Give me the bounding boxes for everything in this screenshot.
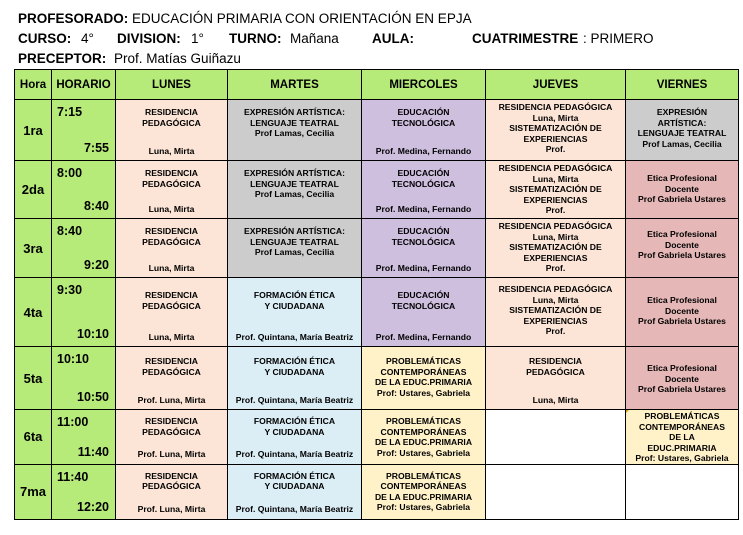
- class-cell-jueves: [486, 100, 626, 161]
- teacher-name: Prof. Quintana, María Beatriz: [235, 394, 354, 405]
- teacher-name: Luna, Mirta: [532, 112, 579, 123]
- end-time: 12:20: [77, 499, 109, 514]
- class-cell-lunes: [116, 410, 228, 465]
- teacher-name: Prof Lamas, Cecilia: [254, 247, 335, 257]
- subject-line: EXPRESIÓN ARTÍSTICA:: [244, 226, 345, 236]
- table-row: [15, 410, 739, 465]
- class-cell-viernes: [626, 410, 739, 465]
- start-time: 11:40: [57, 469, 89, 484]
- subject-line: Y CIUDADANA: [264, 366, 325, 377]
- subject-line: SISTEMATIZACIÓN DE: [509, 184, 602, 194]
- subject-line: FORMACIÓN ÉTICA: [253, 290, 336, 300]
- class-cell-lunes: [116, 278, 228, 347]
- subject-line: LENGUAJE TEATRAL: [250, 236, 339, 247]
- subject-line: LENGUAJE TEATRAL: [250, 178, 339, 189]
- col-martes: MARTES: [228, 70, 362, 100]
- aula-label: AULA:: [372, 31, 414, 46]
- teacher-name: Luna, Mirta: [148, 262, 195, 273]
- class-cell-miercoles: [362, 410, 486, 465]
- cuatrimestre-label: CUATRIMESTRE: [472, 31, 579, 46]
- teacher-name: Luna, Mirta: [532, 394, 579, 405]
- class-cell-jueves: [486, 219, 626, 278]
- horario-cell: [52, 100, 116, 161]
- class-cell-viernes: [626, 347, 739, 410]
- class-cell-lunes: [116, 464, 228, 519]
- subject-line: RESIDENCIA PEDAGÓGICA: [498, 163, 613, 173]
- teacher-name: Prof. Luna, Mirta: [137, 449, 206, 459]
- class-cell-viernes: [626, 161, 739, 219]
- col-viernes: VIERNES: [626, 70, 739, 100]
- class-cell-miercoles: [362, 347, 486, 410]
- subject-line: FORMACIÓN ÉTICA: [253, 470, 336, 481]
- teacher-name: Prof Gabriela Ustares: [638, 384, 726, 394]
- end-time: 8:40: [83, 199, 109, 213]
- profesorado-value: EDUCACIÓN PRIMARIA CON ORIENTACIÓN EN EPJA: [132, 11, 472, 26]
- class-cell-martes: [228, 410, 362, 465]
- subject-line: RESIDENCIA PEDAGÓGICA: [498, 284, 613, 294]
- subject-line: EXPRESIÓN ARTÍSTICA:: [244, 168, 345, 178]
- subject-line: LENGUAJE TEATRAL: [250, 117, 339, 128]
- class-cell-lunes: [116, 161, 228, 219]
- curso-value: 4°: [81, 31, 94, 46]
- turno-value: Mañana: [290, 31, 339, 46]
- class-cell-miercoles: [362, 100, 486, 161]
- subject-line: Etica Profesional: [647, 295, 717, 305]
- subject-line: PEDAGÓGICA: [142, 178, 201, 189]
- col-jueves: JUEVES: [486, 70, 626, 100]
- subject-line: SISTEMATIZACIÓN DE: [509, 305, 602, 315]
- horario-cell: [52, 464, 116, 519]
- teacher-name: Prof: Ustares, Gabriela: [376, 502, 471, 512]
- class-cell-miercoles: [362, 464, 486, 519]
- subject-line: Y CIUDADANA: [264, 481, 325, 491]
- subject-line: TECNOLÓGICA: [391, 300, 456, 311]
- horario-cell: [52, 278, 116, 347]
- hora-cell: 1ra: [15, 100, 52, 161]
- table-row: [15, 100, 739, 161]
- subject-line: PEDAGÓGICA: [142, 117, 201, 128]
- class-cell-jueves: [486, 161, 626, 219]
- class-cell-viernes-empty: [626, 464, 739, 519]
- subject-line: PROBLEMÁTICAS: [386, 416, 461, 426]
- subject-line: EDUCACIÓN: [397, 168, 450, 178]
- subject-line: CONTEMPORÁNEAS: [380, 481, 467, 491]
- subject-line: CONTEMPORÁNEAS: [380, 366, 467, 377]
- subject-line: TECNOLÓGICA: [391, 117, 456, 128]
- subject-line: RESIDENCIA PEDAGÓGICA: [498, 221, 613, 231]
- teacher-name: Luna, Mirta: [532, 173, 579, 184]
- end-time: 11:40: [77, 444, 109, 459]
- class-cell-martes: [228, 100, 362, 161]
- horario-cell: [52, 219, 116, 278]
- class-cell-martes: [228, 347, 362, 410]
- subject-line: RESIDENCIA: [144, 416, 198, 426]
- teacher-name: Prof. Medina, Fernando: [375, 145, 472, 156]
- subject-line: CONTEMPORÁNEAS: [639, 421, 725, 432]
- preceptor-value: Prof. Matías Guiñazu: [114, 51, 241, 66]
- subject-line: PEDAGÓGICA: [142, 236, 201, 247]
- subject-line: Docente: [665, 373, 699, 384]
- table-row: [15, 347, 739, 410]
- teacher-name: Prof. Luna, Mirta: [137, 504, 206, 514]
- division-value: 1°: [191, 31, 204, 46]
- subject-line: PEDAGÓGICA: [142, 300, 201, 311]
- subject-line: EXPERIENCIAS: [523, 194, 588, 205]
- teacher-name: Prof Gabriela Ustares: [638, 194, 726, 204]
- teacher-name: Luna, Mirta: [148, 331, 195, 342]
- subject-line: Etica Profesional: [647, 173, 717, 183]
- header-row: [15, 70, 739, 100]
- subject-line: EXPERIENCIAS: [523, 252, 588, 263]
- teacher-name: Luna, Mirta: [532, 231, 579, 242]
- subject-line: EXPRESIÓN: [656, 107, 708, 117]
- table-row: [15, 278, 739, 347]
- teacher-name: Prof. Medina, Fernando: [375, 262, 472, 273]
- subject-line: RESIDENCIA: [528, 356, 582, 366]
- table-row: [15, 161, 739, 219]
- teacher-name: Prof Lamas, Cecilia: [254, 189, 335, 199]
- teacher-name: Prof.: [545, 144, 566, 154]
- subject-line: PEDAGÓGICA: [142, 481, 201, 491]
- teacher-name: Luna, Mirta: [148, 203, 195, 214]
- subject-line: Docente: [665, 305, 699, 316]
- subject-line: Etica Profesional: [647, 229, 717, 239]
- subject-line: DE LA EDUC.PRIMARIA: [374, 491, 473, 502]
- subject-line: FORMACIÓN ÉTICA: [253, 416, 336, 426]
- subject-line: Docente: [665, 183, 699, 194]
- start-time: 8:40: [57, 224, 83, 238]
- subject-line: CONTEMPORÁNEAS: [380, 426, 467, 437]
- start-time: 7:15: [57, 105, 83, 119]
- subject-line: PEDAGÓGICA: [142, 426, 201, 437]
- class-cell-martes: [228, 161, 362, 219]
- teacher-name: Prof. Luna, Mirta: [137, 394, 206, 405]
- teacher-name: Prof. Quintana, María Beatriz: [235, 504, 354, 514]
- profesorado-line: [18, 11, 472, 27]
- subject-line: PEDAGÓGICA: [526, 366, 585, 377]
- hora-cell: 3ra: [15, 219, 52, 278]
- hora-cell: 7ma: [15, 464, 52, 519]
- class-cell-martes: [228, 219, 362, 278]
- horario-cell: [52, 410, 116, 465]
- subject-line: EDUCACIÓN: [397, 107, 450, 117]
- class-cell-jueves-empty: [486, 410, 626, 465]
- subject-line: DE LA: [669, 432, 695, 442]
- cuatrimestre-value: : PRIMERO: [583, 31, 654, 46]
- teacher-name: Prof: Ustares, Gabriela: [635, 453, 729, 463]
- subject-line: EDUCACIÓN: [397, 290, 450, 300]
- col-miercoles: MIERCOLES: [362, 70, 486, 100]
- subject-line: DE LA EDUC.PRIMARIA: [374, 377, 473, 387]
- teacher-name: Prof Gabriela Ustares: [638, 250, 726, 260]
- teacher-name: Prof. Medina, Fernando: [375, 203, 472, 214]
- class-cell-martes: [228, 278, 362, 347]
- teacher-name: Luna, Mirta: [532, 294, 579, 305]
- turno-label: TURNO:: [229, 31, 282, 46]
- class-cell-lunes: [116, 347, 228, 410]
- class-cell-viernes: [626, 219, 739, 278]
- subject-line: EDUCACIÓN: [397, 226, 450, 236]
- class-cell-martes: [228, 464, 362, 519]
- teacher-name: Prof.: [545, 326, 566, 336]
- subject-line: EDUC.PRIMARIA: [647, 442, 717, 453]
- subject-line: RESIDENCIA: [144, 226, 198, 236]
- subject-line: Y CIUDADANA: [264, 426, 325, 437]
- comment-marker-icon: [626, 410, 631, 415]
- subject-line: PEDAGÓGICA: [142, 366, 201, 377]
- teacher-name: Prof.: [545, 263, 566, 273]
- class-cell-viernes: [626, 278, 739, 347]
- table-row: [15, 464, 739, 519]
- teacher-name: Prof Lamas, Cecilia: [642, 138, 722, 149]
- class-cell-miercoles: [362, 219, 486, 278]
- teacher-name: Prof.: [545, 205, 566, 215]
- hora-cell: 2da: [15, 161, 52, 219]
- class-cell-miercoles: [362, 161, 486, 219]
- start-time: 9:30: [57, 283, 83, 297]
- subject-line: RESIDENCIA: [144, 107, 198, 117]
- subject-line: RESIDENCIA: [144, 470, 198, 481]
- hora-cell: 5ta: [15, 347, 52, 410]
- subject-line: TECNOLÓGICA: [391, 178, 456, 189]
- profesorado-label: PROFESORADO:: [18, 11, 129, 26]
- start-time: 10:10: [57, 352, 89, 366]
- start-time: 8:00: [57, 166, 83, 180]
- end-time: 9:20: [83, 258, 109, 272]
- table-row: [15, 219, 739, 278]
- teacher-name: Prof Gabriela Ustares: [638, 316, 726, 326]
- teacher-name: Prof. Quintana, María Beatriz: [235, 449, 354, 459]
- hora-cell: 6ta: [15, 410, 52, 465]
- class-cell-jueves: [486, 278, 626, 347]
- subject-line: PROBLEMÁTICAS: [386, 356, 461, 366]
- horario-cell: [52, 347, 116, 410]
- teacher-name: Prof Lamas, Cecilia: [254, 128, 335, 138]
- teacher-name: Prof: Ustares, Gabriela: [376, 387, 471, 398]
- start-time: 11:00: [57, 415, 89, 429]
- subject-line: TECNOLÓGICA: [391, 236, 456, 247]
- subject-line: EXPRESIÓN ARTÍSTICA:: [244, 107, 345, 117]
- end-time: 10:10: [77, 327, 109, 341]
- subject-line: Docente: [665, 239, 699, 250]
- subject-line: RESIDENCIA: [144, 356, 198, 366]
- end-time: 10:50: [77, 390, 109, 404]
- subject-line: RESIDENCIA: [144, 168, 198, 178]
- preceptor-label: PRECEPTOR:: [18, 51, 107, 66]
- subject-line: SISTEMATIZACIÓN DE: [509, 123, 602, 133]
- curso-label: CURSO:: [18, 31, 72, 46]
- subject-line: SISTEMATIZACIÓN DE: [509, 242, 602, 252]
- subject-line: PROBLEMÁTICAS: [644, 411, 720, 421]
- curso-line: [18, 31, 738, 47]
- subject-line: EXPERIENCIAS: [523, 133, 588, 144]
- subject-line: FORMACIÓN ÉTICA: [253, 356, 336, 366]
- class-cell-jueves: [486, 347, 626, 410]
- subject-line: Y CIUDADANA: [264, 300, 325, 311]
- hora-cell: 4ta: [15, 278, 52, 347]
- subject-line: LENGUAJE TEATRAL: [637, 128, 727, 138]
- subject-line: ARTÍSTICA:: [657, 117, 707, 128]
- class-cell-lunes: [116, 219, 228, 278]
- class-cell-jueves-empty: [486, 464, 626, 519]
- subject-line: RESIDENCIA PEDAGÓGICA: [498, 102, 613, 112]
- col-hora: Hora: [15, 70, 52, 100]
- end-time: 7:55: [83, 141, 109, 155]
- horario-cell: [52, 161, 116, 219]
- subject-line: PROBLEMÁTICAS: [386, 470, 461, 481]
- schedule-table: [14, 69, 739, 520]
- subject-line: RESIDENCIA: [144, 290, 198, 300]
- teacher-name: Luna, Mirta: [148, 145, 195, 156]
- class-cell-lunes: [116, 100, 228, 161]
- teacher-name: Prof: Ustares, Gabriela: [376, 447, 471, 458]
- col-horario: HORARIO: [52, 70, 116, 100]
- subject-line: EXPERIENCIAS: [523, 315, 588, 326]
- subject-line: DE LA EDUC.PRIMARIA: [374, 437, 473, 447]
- class-cell-miercoles: [362, 278, 486, 347]
- teacher-name: Prof. Quintana, María Beatriz: [235, 331, 354, 342]
- teacher-name: Prof. Medina, Fernando: [375, 331, 472, 342]
- class-cell-viernes: [626, 100, 739, 161]
- division-label: DIVISION:: [117, 31, 181, 46]
- col-lunes: LUNES: [116, 70, 228, 100]
- subject-line: Etica Profesional: [647, 363, 717, 373]
- preceptor-line: [18, 51, 241, 67]
